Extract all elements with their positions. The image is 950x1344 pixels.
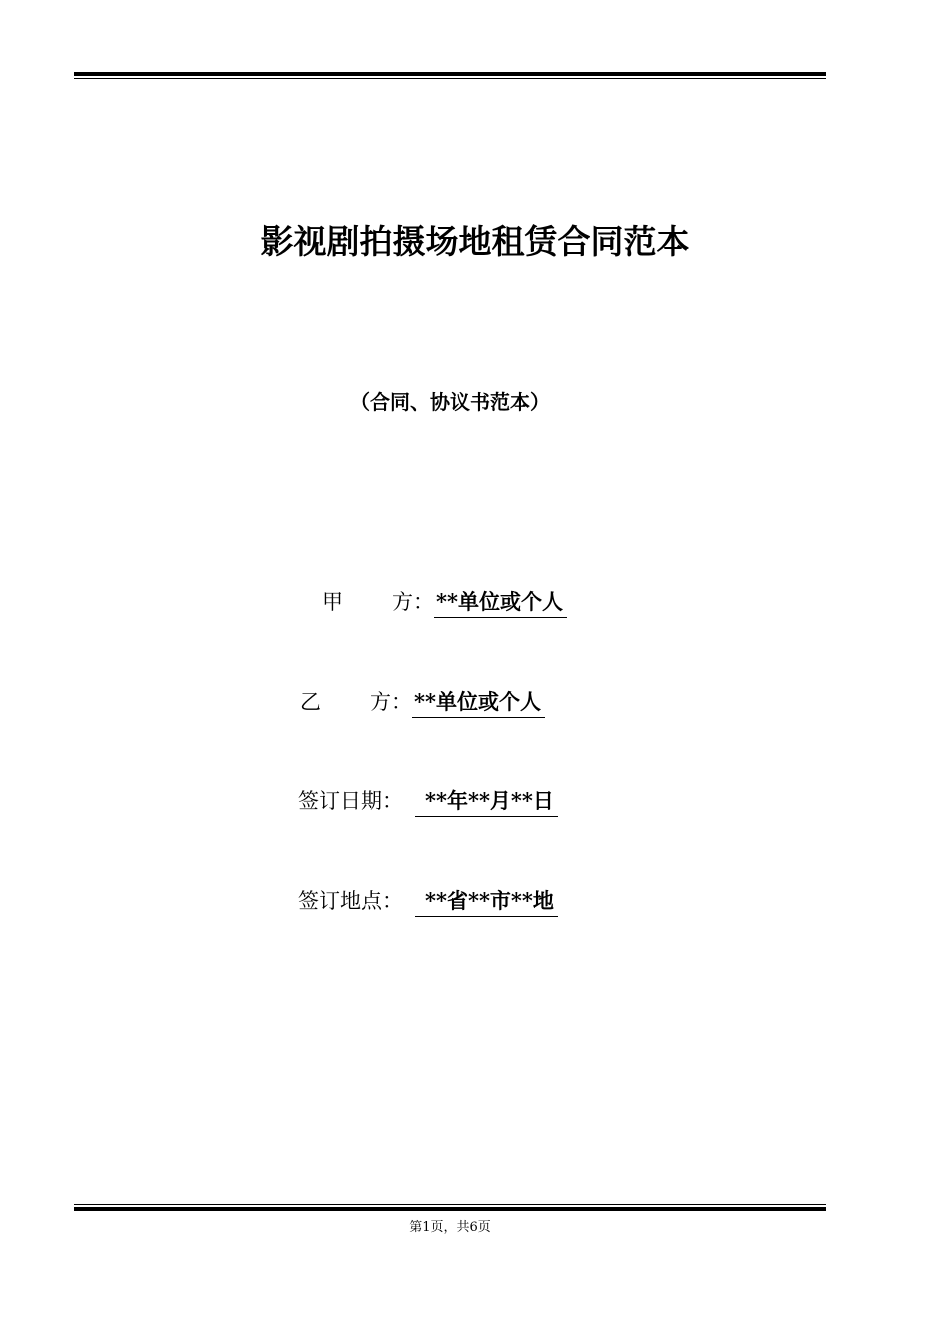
sign-place-value: **省**市**地 [415,885,558,917]
footer-rule [74,1204,826,1211]
sign-date-label: 签订日期： [298,789,403,813]
party-b-label-right: 方： [370,690,412,714]
party-b-value: **单位或个人 [412,686,545,718]
sign-date-field [298,785,558,817]
party-a-value: **单位或个人 [434,586,567,618]
sign-place-field [298,885,558,917]
party-b-label-left: 乙 [300,690,321,714]
document-subtitle: （合同、协议书范本） [350,390,550,414]
party-a-label-right: 方： [392,590,434,614]
header-rule [74,72,826,79]
sign-place-label: 签订地点： [298,889,403,913]
document-title: 影视剧拍摄场地租赁合同范本 [260,222,690,261]
party-a-field [322,586,567,618]
party-b-field [300,686,545,718]
sign-date-value: **年**月**日 [415,785,558,817]
page-number: 第1页，共6页 [409,1220,491,1235]
party-a-label-left: 甲 [322,590,343,614]
